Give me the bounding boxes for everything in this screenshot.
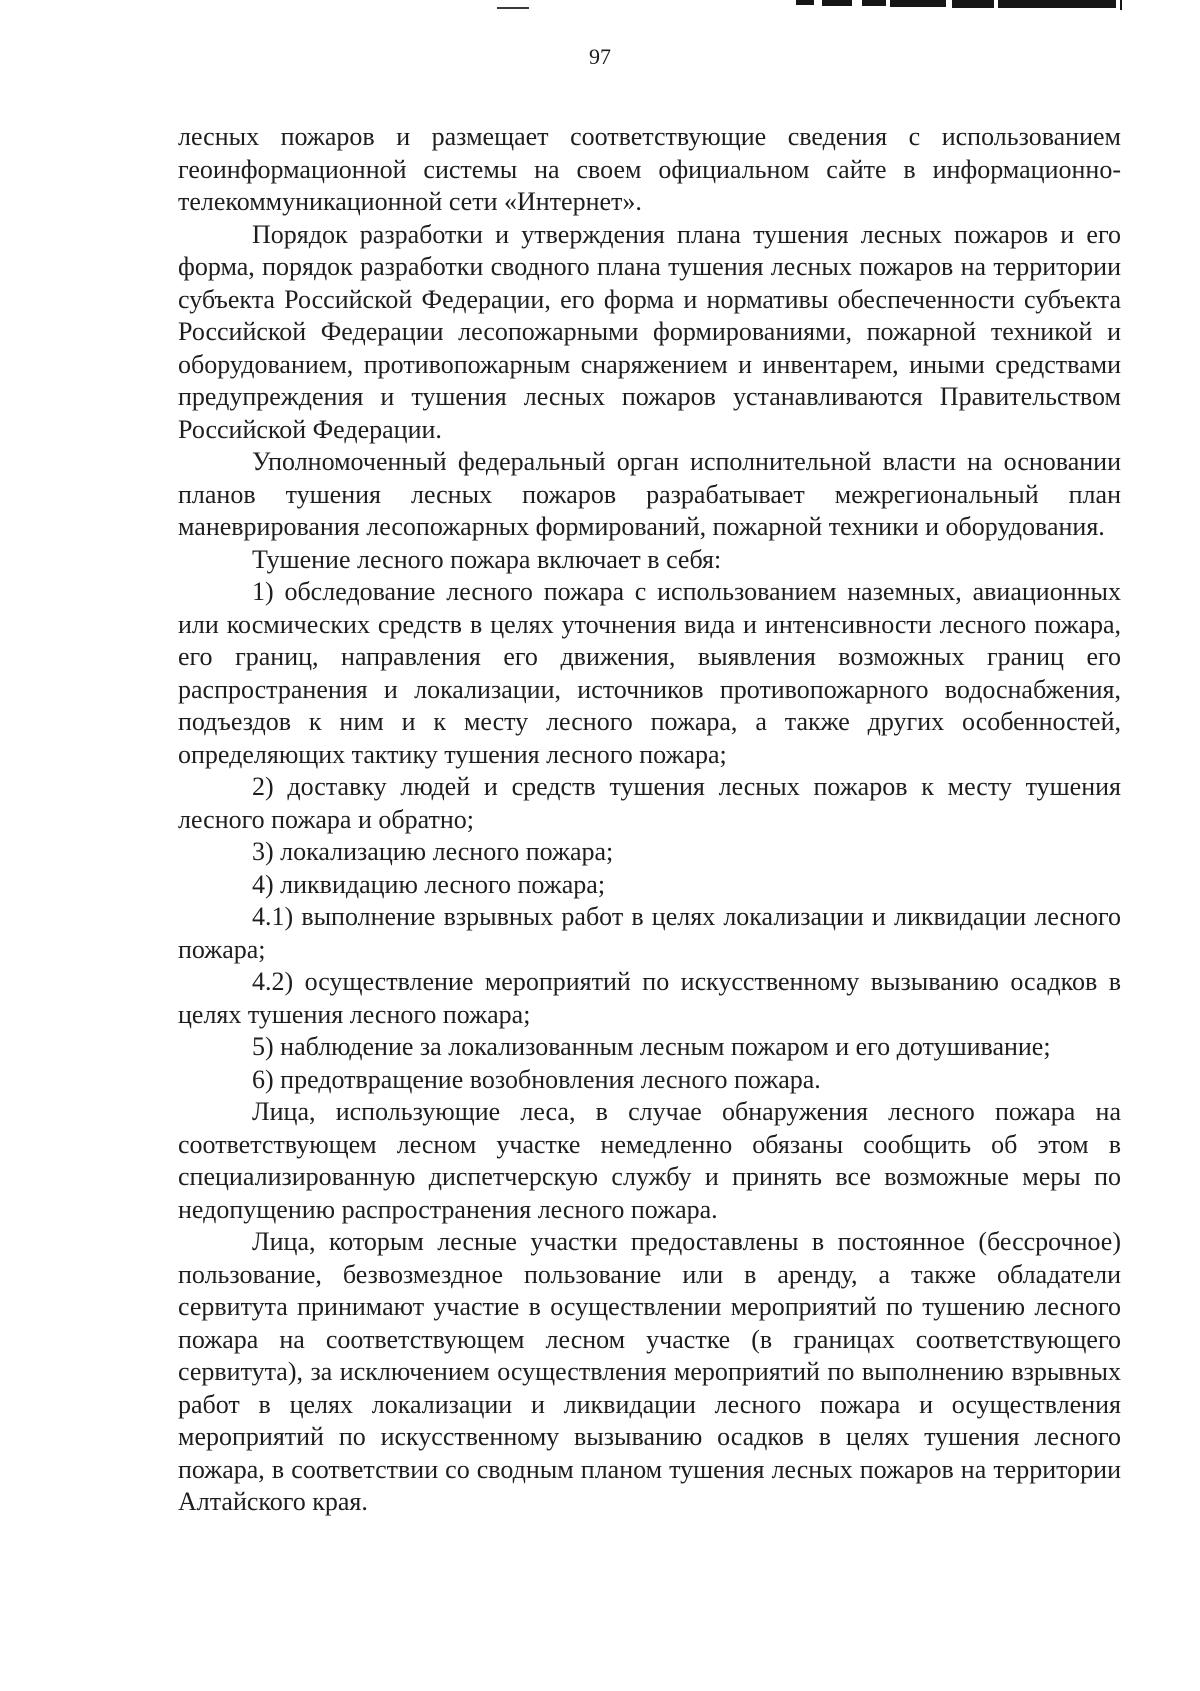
paragraph: Лица, которым лесные участки предоставлены в постоянное (бессрочное) пользование, безвозмездное пользование или в аренду, а также обладатели сервитута принимают участие в осуществлении мероприятий по тушению лесного пожара на соответствующем лесном участке (в границах соответствующего сервитута), за исключением осуществления мероприятий по выполнению взрывных работ в целях локализации и ликвидации лесного пожара и осуществления мероприятий по искусственному вызыванию осадков в целях тушения лесного пожара, в соответствии со сводным планом тушения лесных пожаров на территории Алтайского края. [178,1227,1121,1516]
scan-artifact-bar [952,0,994,8]
paragraph: Тушение лесного пожара включает в себя: [252,544,722,574]
list-item: 4) ликвидацию лесного пожара; [252,869,606,899]
list-item: 1) обследование лесного пожара с использованием наземных, авиационных или космических средств в целях уточнения вида и интенсивности лесного пожара, его границ, направления его движения, выявления возможных границ его распространения и локализации, источников противопожарного водоснабжения, подъездов к ним и к месту лесного пожара, а также других особенностей, определяющих тактику тушения лесного пожара; [178,577,1121,769]
paragraph-continued: лесных пожаров и размещает соответствующие сведения с использованием геоинформационной системы на своем официальном сайте в информационно-телекоммуникационной сети «Интернет». [178,122,1121,216]
document-body [178,121,1121,1519]
paragraph: Лица, использующие леса, в случае обнаружения лесного пожара на соответствующем лесном участке немедленно обязаны сообщить об этом в специализированную диспетчерскую службу и принять все возможные меры по недопущению распространения лесного пожара. [178,1097,1121,1224]
scan-artifact-line [497,7,529,9]
paragraph: Уполномоченный федеральный орган исполнительной власти на основании планов тушения лесных пожаров разрабатывает межрегиональный план маневрирования лесопожарных формирований, пожарной техники и оборудования. [178,447,1121,541]
list-item: 2) доставку людей и средств тушения лесных пожаров к месту тушения лесного пожара и обратно; [178,772,1121,834]
scan-artifact-bar [890,0,946,7]
scan-artifact-bar [1120,0,1122,10]
scan-artifact-bar [822,0,852,6]
scan-artifact-bar [796,0,814,5]
list-item: 5) наблюдение за локализованным лесным пожаром и его дотушивание; [252,1032,1051,1061]
list-item: 6) предотвращение возобновления лесного пожара. [252,1064,821,1094]
scan-artifact-bar [998,0,1116,8]
scan-artifact-bar [862,0,886,6]
list-item: 4.2) осуществление мероприятий по искусственному вызыванию осадков в целях тушения лесного пожара; [178,967,1121,1029]
list-item: 3) локализацию лесного пожара; [252,837,614,866]
page-number: 97 [589,44,611,69]
paragraph: Порядок разработки и утверждения плана тушения лесных пожаров и его форма, порядок разработки сводного плана тушения лесных пожаров на территории субъекта Российской Федерации, его форма и нормативы обеспеченности субъекта Российской Федерации лесопожарными формированиями, пожарной техникой и оборудованием, противопожарным снаряжением и инвентарем, иными средствами предупреждения и тушения лесных пожаров устанавливаются Правительством Российской Федерации. [178,219,1121,444]
list-item: 4.1) выполнение взрывных работ в целях локализации и ликвидации лесного пожара; [178,902,1121,964]
